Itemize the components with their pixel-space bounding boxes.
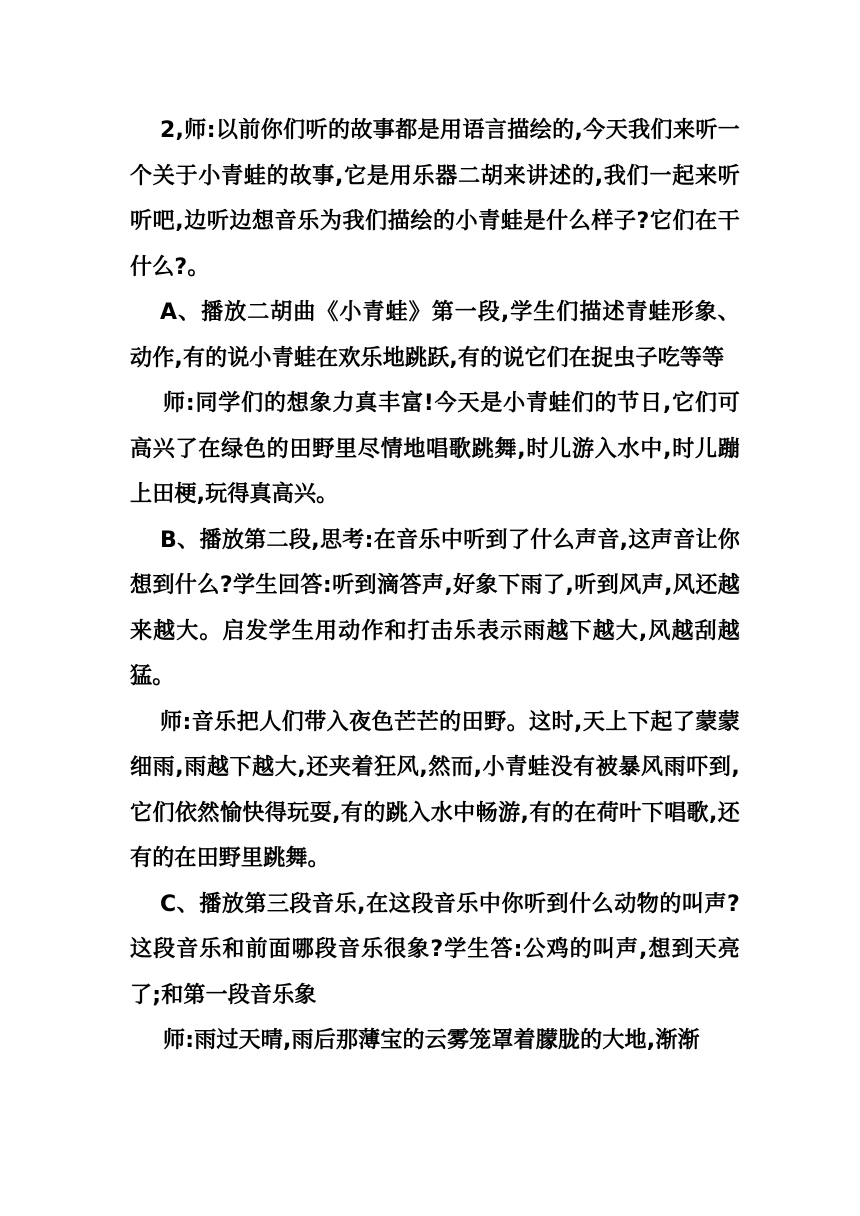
paragraph-teacher-3: 师:雨过天晴,雨后那薄宝的云雾笼罩着朦胧的大地,渐渐	[163, 1028, 700, 1053]
paragraph-teacher-1: 师:同学们的想象力真丰富!今天是小青蛙们的节日,它们可高兴了在绿色的田野里尽情地唱歌跳舞,时儿游入水中,时儿蹦上田梗,玩得真高兴。	[130, 391, 740, 507]
document-body	[130, 108, 740, 1064]
paragraph-section-b: B、播放第二段,思考:在音乐中听到了什么声音,这声音让你想到什么?学生回答:听到滴答声,好象下雨了,听到风声,风还越来越大。启发学生用动作和打击乐表示雨越下越大,风越刮越猛。	[130, 527, 740, 689]
paragraph-section-c: C、播放第三段音乐,在这段音乐中你听到什么动物的叫声?这段音乐和前面哪段音乐很象?学生答:公鸡的叫声,想到天亮了;和第一段音乐象	[130, 891, 740, 1008]
paragraph-intro: 2,师:以前你们听的故事都是用语言描绘的,今天我们来听一个关于小青蛙的故事,它是用乐器二胡来讲述的,我们一起来听听吧,边听边想音乐为我们描绘的小青蛙是什么样子?它们在干什么?。	[130, 118, 740, 280]
paragraph-teacher-2: 师:音乐把人们带入夜色芒芒的田野。这时,天上下起了蒙蒙细雨,雨越下越大,还夹着狂风,然而,小青蛙没有被暴风雨吓到,它们依然愉快得玩耍,有的跳入水中畅游,有的在荷叶下唱歌,还有的在田野里跳舞。	[130, 709, 740, 871]
paragraph-section-a: A、播放二胡曲《小青蛙》第一段,学生们描述青蛙形象、动作,有的说小青蛙在欢乐地跳跃,有的说它们在捉虫子吃等等	[130, 300, 740, 371]
